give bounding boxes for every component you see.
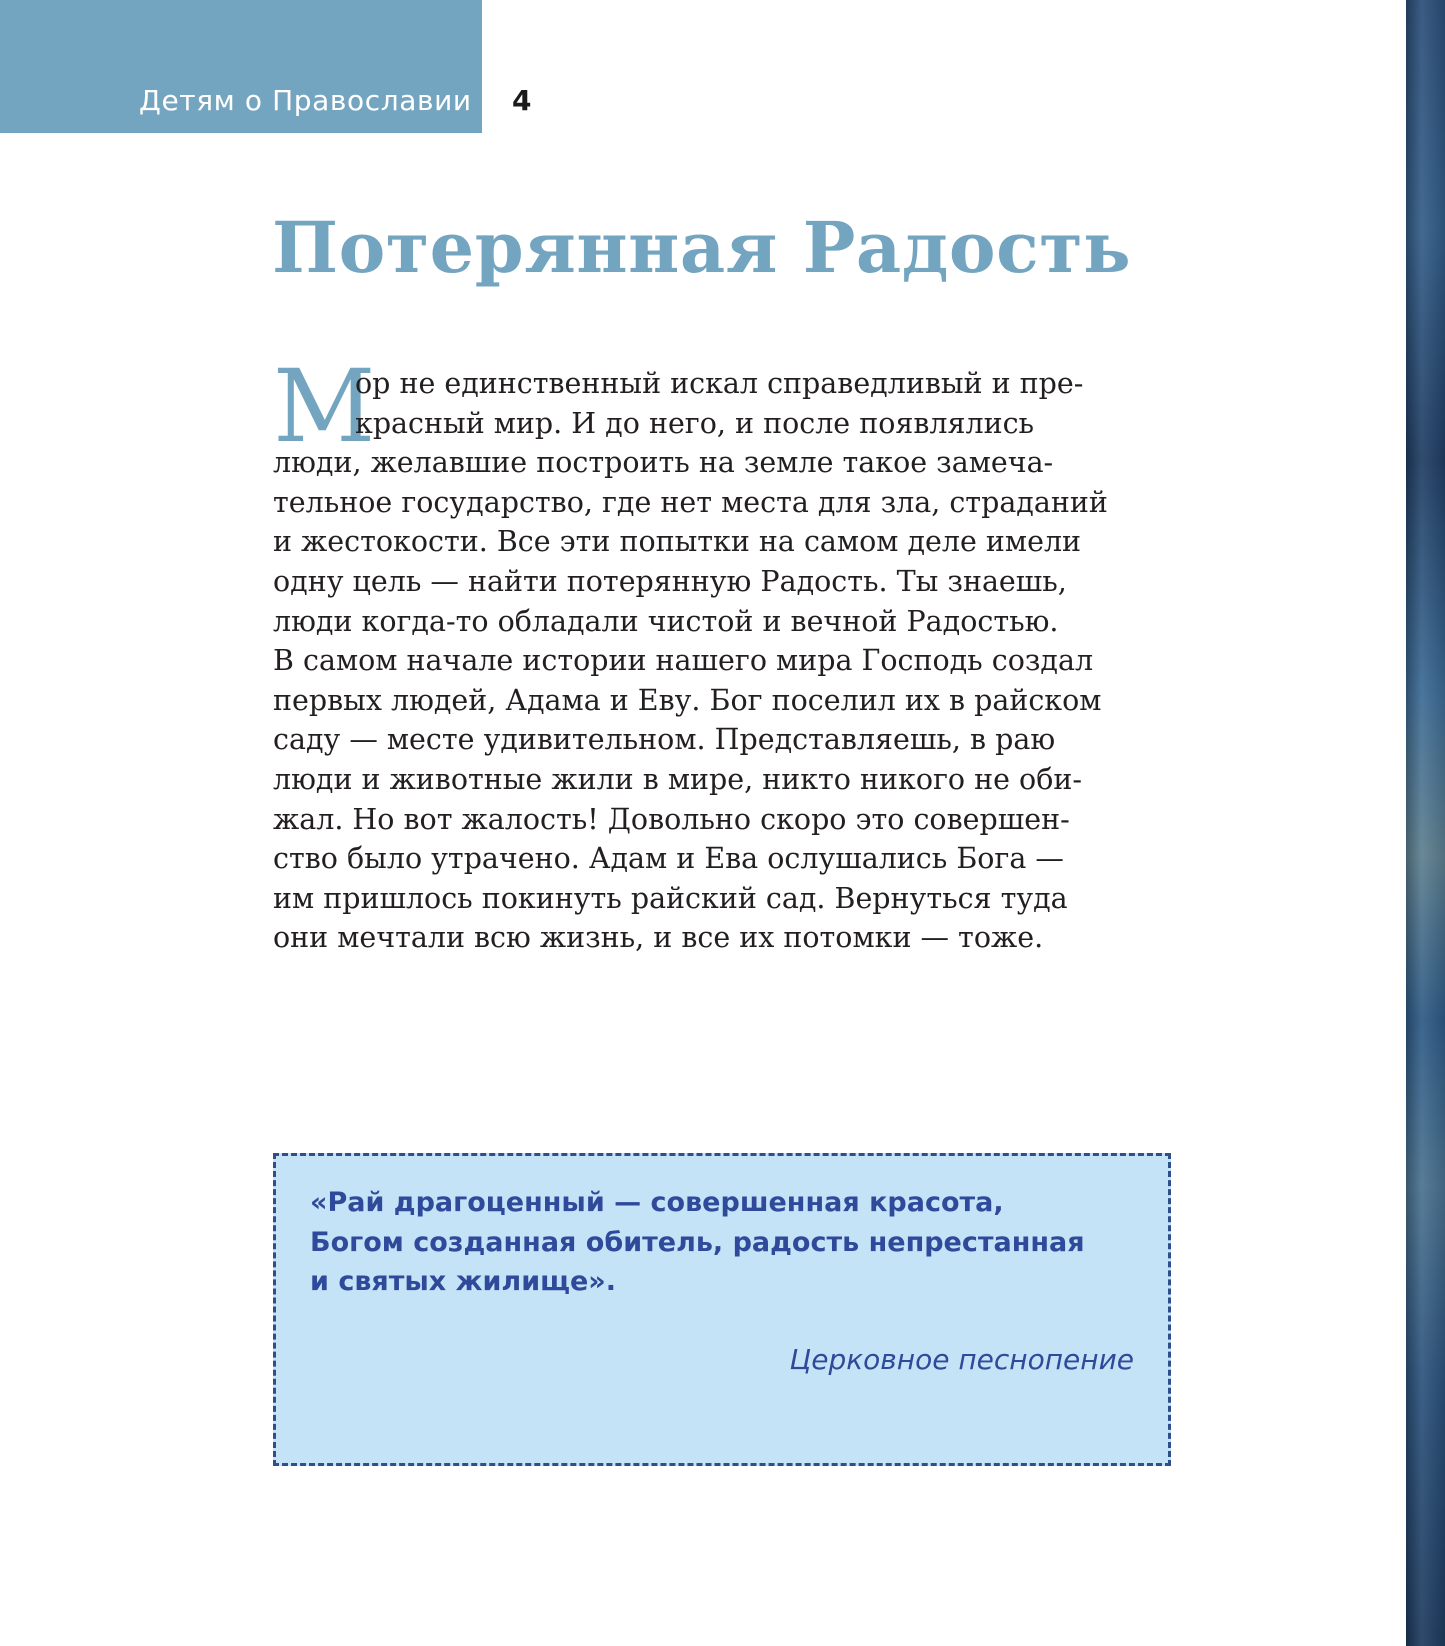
body-line: тельное государство, где нет места для зла, страданий — [273, 485, 1108, 519]
body-line: ор не единственный искал справедливый и пре- — [355, 367, 1084, 400]
body-line: им пришлось покинуть райский сад. Вернуться туда — [273, 881, 1068, 915]
body-line: жал. Но вот жалость! Довольно скоро это совершен- — [273, 802, 1070, 836]
body-line: саду — месте удивительном. Представляешь, в раю — [273, 723, 1056, 757]
quote-source: Церковное песнопение — [789, 1343, 1134, 1376]
body-line: красный мир. И до него, и после появлялись — [355, 406, 1035, 440]
series-title: Детям о Православии — [139, 84, 472, 117]
illustration-edge-shade — [1406, 0, 1445, 1646]
page-number: 4 — [512, 84, 532, 117]
body-line: и жестокости. Все эти попытки на самом деле имели — [273, 525, 1082, 559]
body-line: люди, желавшие построить на земле такое замеча- — [273, 446, 1054, 480]
body-line: ство было утрачено. Адам и Ева ослушались Бога — — [273, 842, 1064, 876]
quote-box — [273, 1153, 1171, 1466]
quote-line: и святых жилище». — [310, 1266, 616, 1297]
chapter-title: Потерянная Радость — [272, 206, 1132, 289]
quote-line: «Рай драгоценный — совершенная красота, — [310, 1187, 1004, 1218]
body-line: они мечтали всю жизнь, и все их потомки — тоже. — [273, 921, 1044, 955]
body-line: люди и животные жили в мире, никто никого не оби- — [273, 762, 1082, 796]
body-paragraph — [273, 348, 1178, 958]
drop-cap: М — [273, 348, 376, 465]
quote-text — [310, 1183, 1140, 1302]
body-line: В самом начале истории нашего мира Господь создал — [273, 644, 1094, 678]
body-line: первых людей, Адама и Еву. Бог поселил их в райском — [273, 683, 1102, 717]
quote-line: Богом созданная обитель, радость непрестанная — [310, 1226, 1085, 1258]
body-line: одну цель — найти потерянную Радость. Ты знаешь, — [273, 564, 1067, 598]
body-line: люди когда-то обладали чистой и вечной Радостью. — [273, 604, 1059, 638]
